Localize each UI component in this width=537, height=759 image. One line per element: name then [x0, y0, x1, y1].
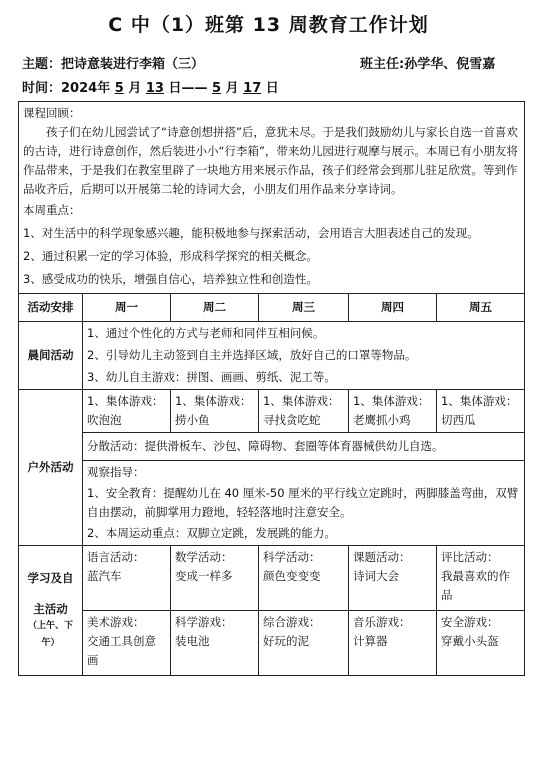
header-day: 周三: [259, 294, 349, 322]
focus-item: 3、感受成功的快乐，增强自信心，培养独立性和创造性。: [23, 272, 318, 286]
activity-type: 音乐游戏：: [353, 615, 411, 629]
study-label-sub: （上午、下午）: [27, 620, 73, 648]
theme-value: 把诗意装进行李箱（三）: [61, 57, 205, 72]
observation-title: 观察指导：: [87, 465, 145, 479]
morning-item: 3、幼儿自主游戏：拼图、画画、剪纸、泥工等。: [87, 370, 336, 384]
activity-type: 课题活动：: [353, 550, 411, 564]
time-day-char-2: 日: [265, 81, 279, 96]
time-month-char: 月: [128, 81, 142, 96]
page-title: C 中（1）班第 13 周教育工作计划: [108, 14, 429, 36]
time-start-day: 13: [145, 81, 164, 96]
morning-item: 2、引导幼儿主动签到自主并选择区域，放好自己的口罩等物品。: [87, 348, 417, 362]
time-year: 2024年: [61, 81, 111, 96]
activity-type: 科学游戏：: [175, 615, 233, 629]
game-name: 切西瓜: [441, 413, 476, 427]
review-text: 孩子们在幼儿园尝试了“诗意创想拼搭”后，意犹未尽。于是我们鼓励幼儿与家长自选一首喜欢的古诗，进行诗意创作，然后装进小小“行李箱”，带来幼儿园进行观摩与展示。本周已有小朋友将作品带来，于是我们在教室里辟了一块地方用来展示作品，孩子们经常会到那儿驻足欣赏。等到作品收齐后，后期可以开展第二轮的诗词大会，小朋友们用作品来分享诗词。: [23, 125, 518, 196]
time-end-day: 17: [243, 81, 262, 96]
morning-label: 晨间活动: [19, 322, 83, 390]
study-cell: [83, 546, 171, 611]
plan-table: [18, 101, 525, 676]
header-day: 周五: [437, 294, 525, 322]
study-cell: [437, 546, 525, 611]
study-label-line: 学习及自: [27, 570, 74, 585]
game-type: 1、集体游戏：: [441, 394, 518, 408]
activity-name: 颜色变变变: [263, 569, 321, 583]
teacher-line: [360, 53, 495, 72]
time-end-month: 5: [212, 81, 222, 96]
activity-type: 语言活动：: [87, 550, 145, 564]
intro-cell: [19, 102, 525, 294]
study-cell: [171, 546, 259, 611]
time-month-char-2: 月: [225, 81, 239, 96]
focus-item: 1、对生活中的科学现象感兴趣，能积极地参与探索活动，会用语言大胆表述自己的发现。: [23, 226, 479, 240]
morning-item: 1、通过个性化的方式与老师和同伴互相问候。: [87, 326, 325, 340]
time-line: [22, 77, 279, 96]
teacher-label: 班主任:: [360, 57, 405, 72]
game-name: 捞小鱼: [175, 413, 210, 427]
study-cell: [349, 611, 437, 676]
game-type: 1、集体游戏：: [353, 394, 430, 408]
activity-type: 美术游戏：: [87, 615, 145, 629]
time-label: 时间：: [22, 81, 62, 96]
header-day: 周二: [171, 294, 259, 322]
theme-line: [22, 53, 204, 72]
outdoor-scatter: 分散活动：提供滑板车、沙包、障碍物、套圈等体育器械供幼儿自选。: [83, 433, 525, 461]
game-type: 1、集体游戏：: [175, 394, 252, 408]
activity-type: 综合游戏：: [263, 615, 321, 629]
observation-item: 1、安全教育：提醒幼儿在 40 厘米-50 厘米的平行线立定跳时，两脚膝盖弯曲，双臂自由摆动，前脚掌用力蹬地，轻轻落地时注意安全。: [87, 486, 519, 519]
review-title: 课程回顾：: [23, 106, 81, 120]
outdoor-game-cell: [437, 390, 525, 433]
header-day: 周四: [349, 294, 437, 322]
game-name: 吹泡泡: [87, 413, 122, 427]
study-cell: [259, 611, 349, 676]
study-cell: [437, 611, 525, 676]
activity-name: 交通工具创意画: [87, 634, 156, 667]
theme-label: 主题：: [22, 57, 62, 72]
study-cell: [171, 611, 259, 676]
observation-item: 2、本周运动重点：双脚立定跳，发展跳的能力。: [87, 526, 336, 540]
outdoor-game-cell: [349, 390, 437, 433]
outdoor-game-cell: [259, 390, 349, 433]
time-day-char: 日: [168, 81, 182, 96]
activity-name: 穿戴小头盔: [441, 634, 499, 648]
activity-type: 科学活动：: [263, 550, 321, 564]
activity-name: 好玩的泥: [263, 634, 309, 648]
teacher-value: 孙学华、倪雪嘉: [404, 57, 496, 72]
activity-type: 评比活动：: [441, 550, 499, 564]
time-separator: ——: [181, 81, 208, 96]
activity-type: 数学活动：: [175, 550, 233, 564]
outdoor-game-cell: [83, 390, 171, 433]
study-cell: [259, 546, 349, 611]
study-label-line: 主活动: [33, 601, 68, 616]
study-cell: [349, 546, 437, 611]
morning-content: [83, 322, 525, 390]
activity-name: 装电池: [175, 634, 210, 648]
outdoor-label: 户外活动: [19, 390, 83, 546]
activity-name: 蓝汽车: [87, 569, 122, 583]
outdoor-game-cell: [171, 390, 259, 433]
game-type: 1、集体游戏：: [263, 394, 340, 408]
outdoor-observation: [83, 461, 525, 546]
focus-title: 本周重点：: [23, 203, 81, 217]
activity-type: 安全游戏：: [441, 615, 499, 629]
activity-name: 变成一样多: [175, 569, 233, 583]
activity-name: 计算器: [353, 634, 388, 648]
header-day: 周一: [83, 294, 171, 322]
game-name: 寻找贪吃蛇: [263, 413, 321, 427]
activity-name: 诗词大会: [353, 569, 399, 583]
study-label: [19, 546, 83, 676]
game-type: 1、集体游戏：: [87, 394, 164, 408]
activity-name: 我最喜欢的作品: [441, 569, 510, 602]
focus-item: 2、通过积累一定的学习体验，形成科学探究的相关概念。: [23, 249, 318, 263]
time-start-month: 5: [114, 81, 124, 96]
study-cell: [83, 611, 171, 676]
header-label: 活动安排: [19, 294, 83, 322]
game-name: 老鹰抓小鸡: [353, 413, 411, 427]
